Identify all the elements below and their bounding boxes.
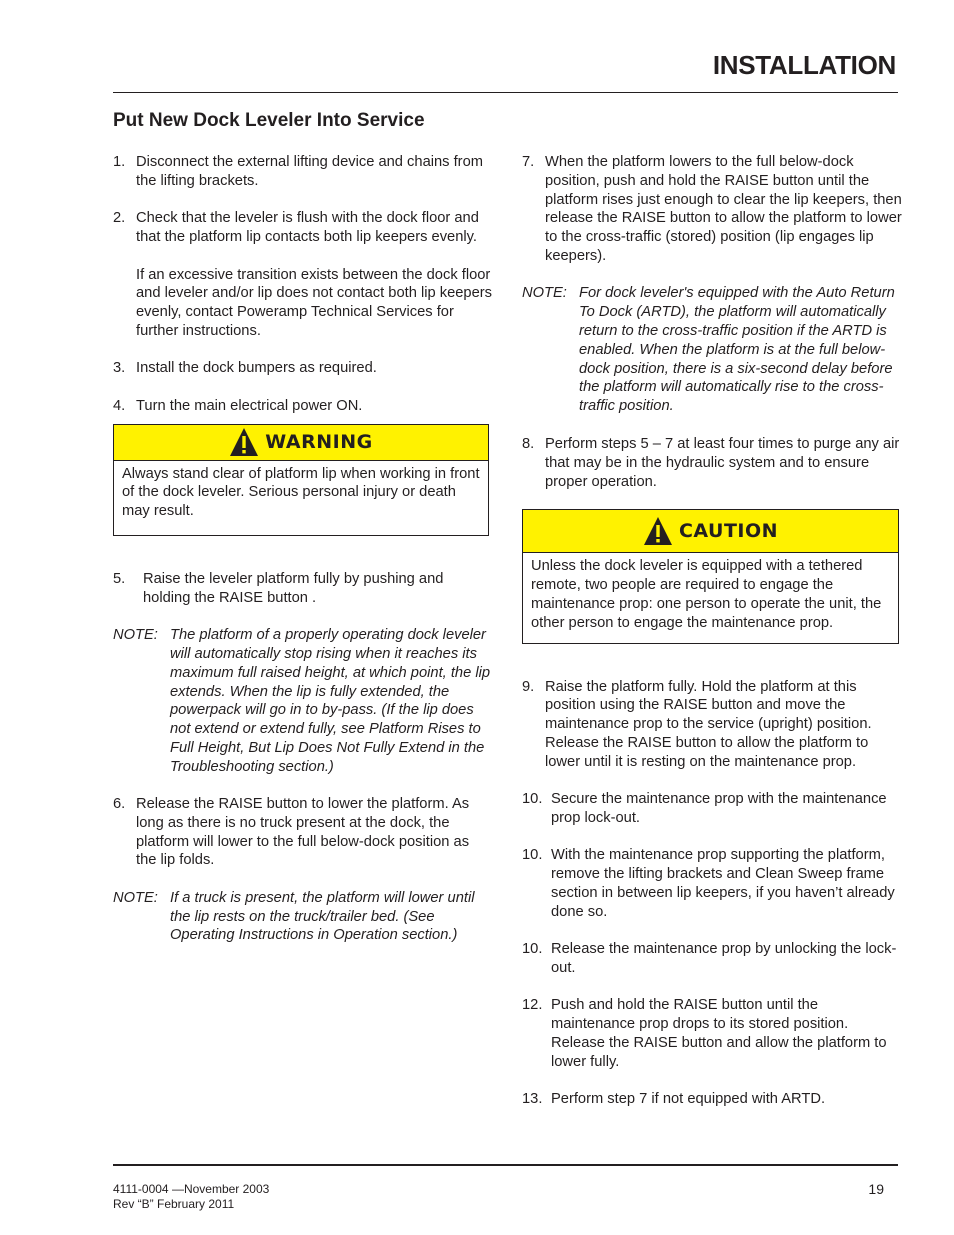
step-text: Install the dock bumpers as required.: [136, 360, 377, 377]
list-item: [113, 795, 493, 870]
step-number: 6.: [113, 796, 126, 813]
step-text: Check that the leveler is flush with the dock floor and that the platform lip contacts both lip keepers evenly.: [136, 210, 479, 245]
note-label: NOTE:: [522, 285, 567, 302]
note: [113, 889, 493, 945]
step-number: 7.: [522, 154, 535, 170]
step-text: If an excessive transition exists between the dock floor and leveler and/or lip does not contact both lip keepers evenly, contact Poweramp Technical Services for further instructions.: [136, 266, 492, 339]
step-text: Disconnect the external lifting device and chains from the lifting brackets.: [136, 154, 483, 189]
step-text: Secure the maintenance prop with the maintenance prop lock-out.: [551, 791, 887, 826]
step-text: Perform steps 5 – 7 at least four times to purge any air that may be in the hydraulic system and to ensure proper operation.: [545, 435, 900, 490]
warning-text: Always stand clear of platform lip when working in front of the dock leveler. Serious personal injury or death may result.: [122, 465, 480, 520]
step-number: 2.: [113, 210, 126, 227]
left-column: [113, 153, 493, 964]
step-number: 8.: [522, 435, 535, 452]
list-item: [522, 940, 902, 978]
caution-label: CAUTION: [678, 519, 779, 542]
list-item: [522, 790, 902, 828]
list-item: [522, 678, 902, 772]
list-item: [522, 846, 902, 921]
step-text: Raise the platform fully. Hold the platform at this position using the RAISE button and move the maintenance prop to the service (upright) position. Release the RAISE button to allow the platform to lower until it is resting on the maintenance prop.: [545, 678, 872, 770]
list-item: [522, 435, 902, 491]
step-number: 10.: [522, 791, 543, 808]
caution-text: Unless the dock leveler is equipped with a tethered remote, two people are required to engage the maintenance prop: one person to operate the unit, the other person to engage the maintenance prop.: [531, 558, 882, 631]
warning-label: WARNING: [265, 430, 373, 453]
step-number: 12.: [522, 997, 543, 1014]
doc-number: 4111-0004 —November 2003: [113, 1182, 270, 1196]
footer-doc-info: [113, 1182, 269, 1212]
note: [522, 284, 902, 416]
caution-box: [522, 509, 899, 643]
step-number: 1.: [113, 154, 126, 170]
note: [113, 626, 493, 776]
note-label: NOTE:: [113, 889, 158, 906]
list-item: [113, 570, 493, 608]
warning-box: [113, 424, 489, 536]
step-text: Raise the leveler platform fully by pushing and holding the RAISE button .: [143, 570, 444, 606]
note-label: NOTE:: [113, 627, 158, 644]
page-number: 19: [868, 1181, 884, 1197]
note-text: For dock leveler's equipped with the Auto Return To Dock (ARTD), the platform will automatically return to the cross-traffic position if the ARTD is enabled. When the platform is at the full below-dock position, there is a six-second delay before the platform will automatically rise to the cross-traffic position.: [579, 285, 895, 415]
step-text: Turn the main electrical power ON.: [136, 397, 363, 414]
step-number: 3.: [113, 360, 126, 377]
list-item: [113, 397, 493, 416]
list-item: [522, 1090, 902, 1109]
list-item: [522, 153, 902, 266]
list-item: [113, 209, 493, 341]
note-text: The platform of a properly operating dock leveler will automatically stop rising when it reaches its maximum full raised height, at which point, the lip extends. When the lip is fully extended, the powerpack will go in to by-pass. (If the lip does not extend or extend fully, see Platform Rises to Full Height, But Lip Does Not Fully Extend in the Troubleshooting section.): [170, 627, 491, 775]
list-item: [522, 996, 902, 1071]
step-text: With the maintenance prop supporting the platform, remove the lifting brackets and Clean Sweep frame section in between lip keepers, if you haven’t already done so.: [551, 847, 895, 920]
note-text: If a truck is present, the platform will lower until the lip rests on the truck/trailer bed. (See Operating Instructions in Operation section.): [170, 889, 475, 944]
step-number: 4.: [113, 397, 126, 414]
list-item: [113, 359, 493, 378]
right-column: [522, 153, 902, 1127]
revision: Rev “B” February 2011: [113, 1197, 235, 1211]
warning-icon: [229, 427, 259, 457]
step-number: 10.: [522, 941, 543, 958]
header-rule: [113, 92, 898, 93]
step-number: 5.: [113, 570, 126, 587]
step-text: When the platform lowers to the full below-dock position, push and hold the RAISE button until the platform rises just enough to clear the lip keepers, then release the RAISE button to allow the platform to lower to the cross-traffic (stored) position (lip engages lip keepers).: [545, 154, 902, 264]
page-title: INSTALLATION: [712, 50, 896, 80]
warning-icon: [643, 516, 673, 546]
caution-header: [523, 510, 898, 553]
step-text: Release the RAISE button to lower the platform. As long as there is no truck present at the dock, the platform will lower to the full below-dock position as the lip folds.: [136, 796, 470, 869]
section-title: Put New Dock Leveler Into Service: [113, 110, 425, 131]
step-text: Release the maintenance prop by unlocking the lock-out.: [551, 941, 897, 976]
warning-header: [114, 425, 488, 461]
step-number: 10.: [522, 847, 543, 864]
footer-rule: [113, 1164, 898, 1166]
step-text: Push and hold the RAISE button until the maintenance prop drops to its stored position. Release the RAISE button and allow the platform to lower fully.: [551, 997, 887, 1070]
step-number: 13.: [522, 1091, 543, 1108]
step-number: 9.: [522, 678, 535, 695]
step-text: Perform step 7 if not equipped with ARTD.: [551, 1091, 826, 1108]
list-item: [113, 153, 493, 191]
